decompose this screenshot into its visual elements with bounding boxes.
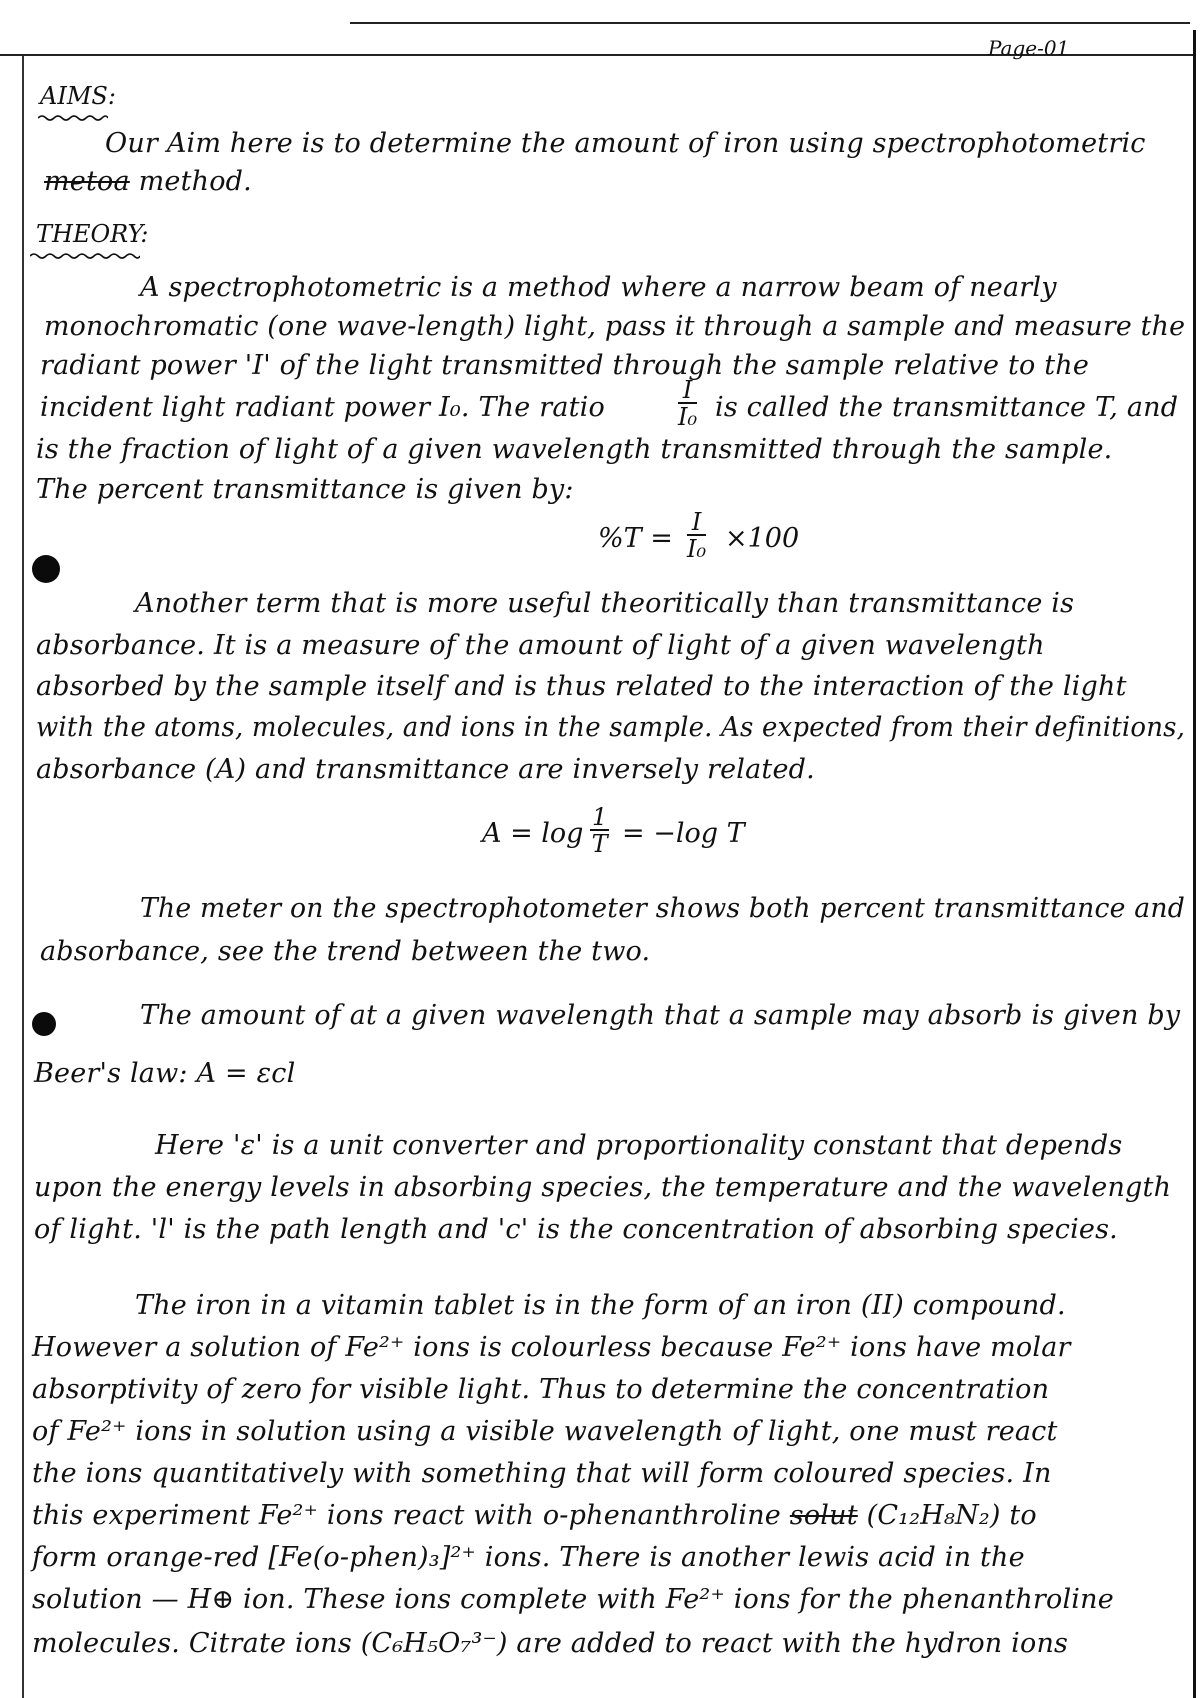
- theory-p1-line-4a: incident light radiant power I₀. The ratio: [40, 392, 605, 423]
- theory-p4-line-1: The amount of at a given wavelength that a sample may absorb is given by: [140, 1000, 1181, 1031]
- theory-p1-line-5: is the fraction of light of a given wavelength transmitted through the sample.: [36, 434, 1113, 465]
- theory-p1-line-1: A spectrophotometric is a method where a narrow beam of nearly: [140, 272, 1057, 303]
- theory-p6-line-1: The iron in a vitamin tablet is in the form of an iron (II) compound.: [135, 1290, 1066, 1321]
- aims-line-1: Our Aim here is to determine the amount of iron using spectrophotometric: [105, 128, 1146, 159]
- top-rule: [350, 22, 1190, 24]
- theory-p2-line-2: absorbance. It is a measure of the amount of light of a given wavelength: [36, 630, 1045, 661]
- theory-p1-line-6: The percent transmittance is given by:: [36, 474, 574, 505]
- theory-p1-line-3: radiant power 'I' of the light transmitted through the sample relative to the: [40, 350, 1090, 381]
- ratio-denominator: I₀: [678, 403, 698, 431]
- theory-p5-line-1: Here 'ε' is a unit converter and proportionality constant that depends: [155, 1130, 1123, 1161]
- theory-p6-line-2: However a solution of Fe²⁺ ions is colourless because Fe²⁺ ions have molar: [32, 1332, 1071, 1363]
- binder-hole-mark-2: [32, 1012, 56, 1036]
- theory-p5-line-3: of light. 'l' is the path length and 'c' is the concentration of absorbing species.: [34, 1214, 1118, 1245]
- eq-absorbance-fraction: [590, 805, 609, 857]
- struck-word-2: solut: [789, 1500, 858, 1531]
- ratio-fraction: [678, 378, 697, 430]
- theory-p6-line-7: form orange-red [Fe(o-phen)₃]²⁺ ions. There is another lewis acid in the: [32, 1542, 1025, 1573]
- theory-p6-line-6: [32, 1500, 1037, 1531]
- theory-p2-line-1: Another term that is more useful theoritically than transmittance is: [135, 588, 1075, 619]
- theory-p6-line-8: solution — H⊕ ion. These ions complete with Fe²⁺ ions for the phenanthroline: [32, 1584, 1114, 1615]
- theory-heading: THEORY:: [36, 220, 149, 248]
- binder-hole-mark: [32, 555, 60, 583]
- theory-p6-line-4: of Fe²⁺ ions in solution using a visible wavelength of light, one must react: [32, 1416, 1058, 1447]
- theory-p1-line-2: monochromatic (one wave-length) light, pass it through a sample and measure the: [44, 311, 1186, 342]
- eq-percent-t-left: %T =: [598, 523, 673, 554]
- eq-percent-t-numerator: I: [687, 510, 706, 536]
- theory-p6-line-3: absorptivity of zero for visible light. Thus to determine the concentration: [32, 1374, 1050, 1405]
- eq-percent-t-fraction: [687, 510, 706, 562]
- theory-p6-line-6a: this experiment Fe²⁺ ions react with o-phenanthroline: [32, 1500, 781, 1531]
- right-edge-rule: [1193, 30, 1196, 1698]
- theory-p2-line-3: absorbed by the sample itself and is thus related to the interaction of the light: [36, 671, 1127, 702]
- theory-p1-line-4b: is called the transmittance T, and: [715, 392, 1179, 423]
- theory-p2-line-5: absorbance (A) and transmittance are inversely related.: [36, 754, 815, 785]
- theory-p6-line-9: molecules. Citrate ions (C₆H₅O₇³⁻) are added to react with the hydron ions: [32, 1628, 1069, 1659]
- page-number: Page-01: [988, 36, 1070, 60]
- ratio-numerator: I: [678, 378, 697, 404]
- aims-underline: [38, 114, 108, 122]
- aims-line-2-rest: method.: [138, 166, 252, 197]
- eq-percent-t-right: ×100: [725, 523, 800, 554]
- theory-p2-line-4: with the atoms, molecules, and ions in the sample. As expected from their definitions,: [36, 712, 1186, 743]
- theory-p6-line-5: the ions quantitatively with something that will form coloured species. In: [32, 1458, 1052, 1489]
- eq-absorbance-numerator: 1: [592, 803, 608, 831]
- aims-line-2: [44, 166, 252, 197]
- theory-p3-line-1: The meter on the spectrophotometer shows both percent transmittance and: [140, 893, 1186, 924]
- theory-p3-line-2: absorbance, see the trend between the two.: [40, 936, 651, 967]
- eq-absorbance-left: A = log: [482, 818, 584, 849]
- theory-p6-line-6b: (C₁₂H₈N₂) to: [866, 1500, 1037, 1531]
- eq-absorbance-denominator: T: [591, 830, 608, 858]
- theory-underline: [30, 252, 140, 260]
- theory-p4-line-2: Beer's law: A = εcl: [34, 1058, 296, 1089]
- margin-line: [22, 56, 24, 1698]
- theory-p5-line-2: upon the energy levels in absorbing species, the temperature and the wavelength: [34, 1172, 1172, 1203]
- eq-absorbance-right: = −log T: [622, 818, 745, 849]
- eq-percent-t-denominator: I₀: [687, 535, 707, 563]
- aims-heading: AIMS:: [40, 82, 116, 110]
- struck-word: metoa: [44, 166, 130, 197]
